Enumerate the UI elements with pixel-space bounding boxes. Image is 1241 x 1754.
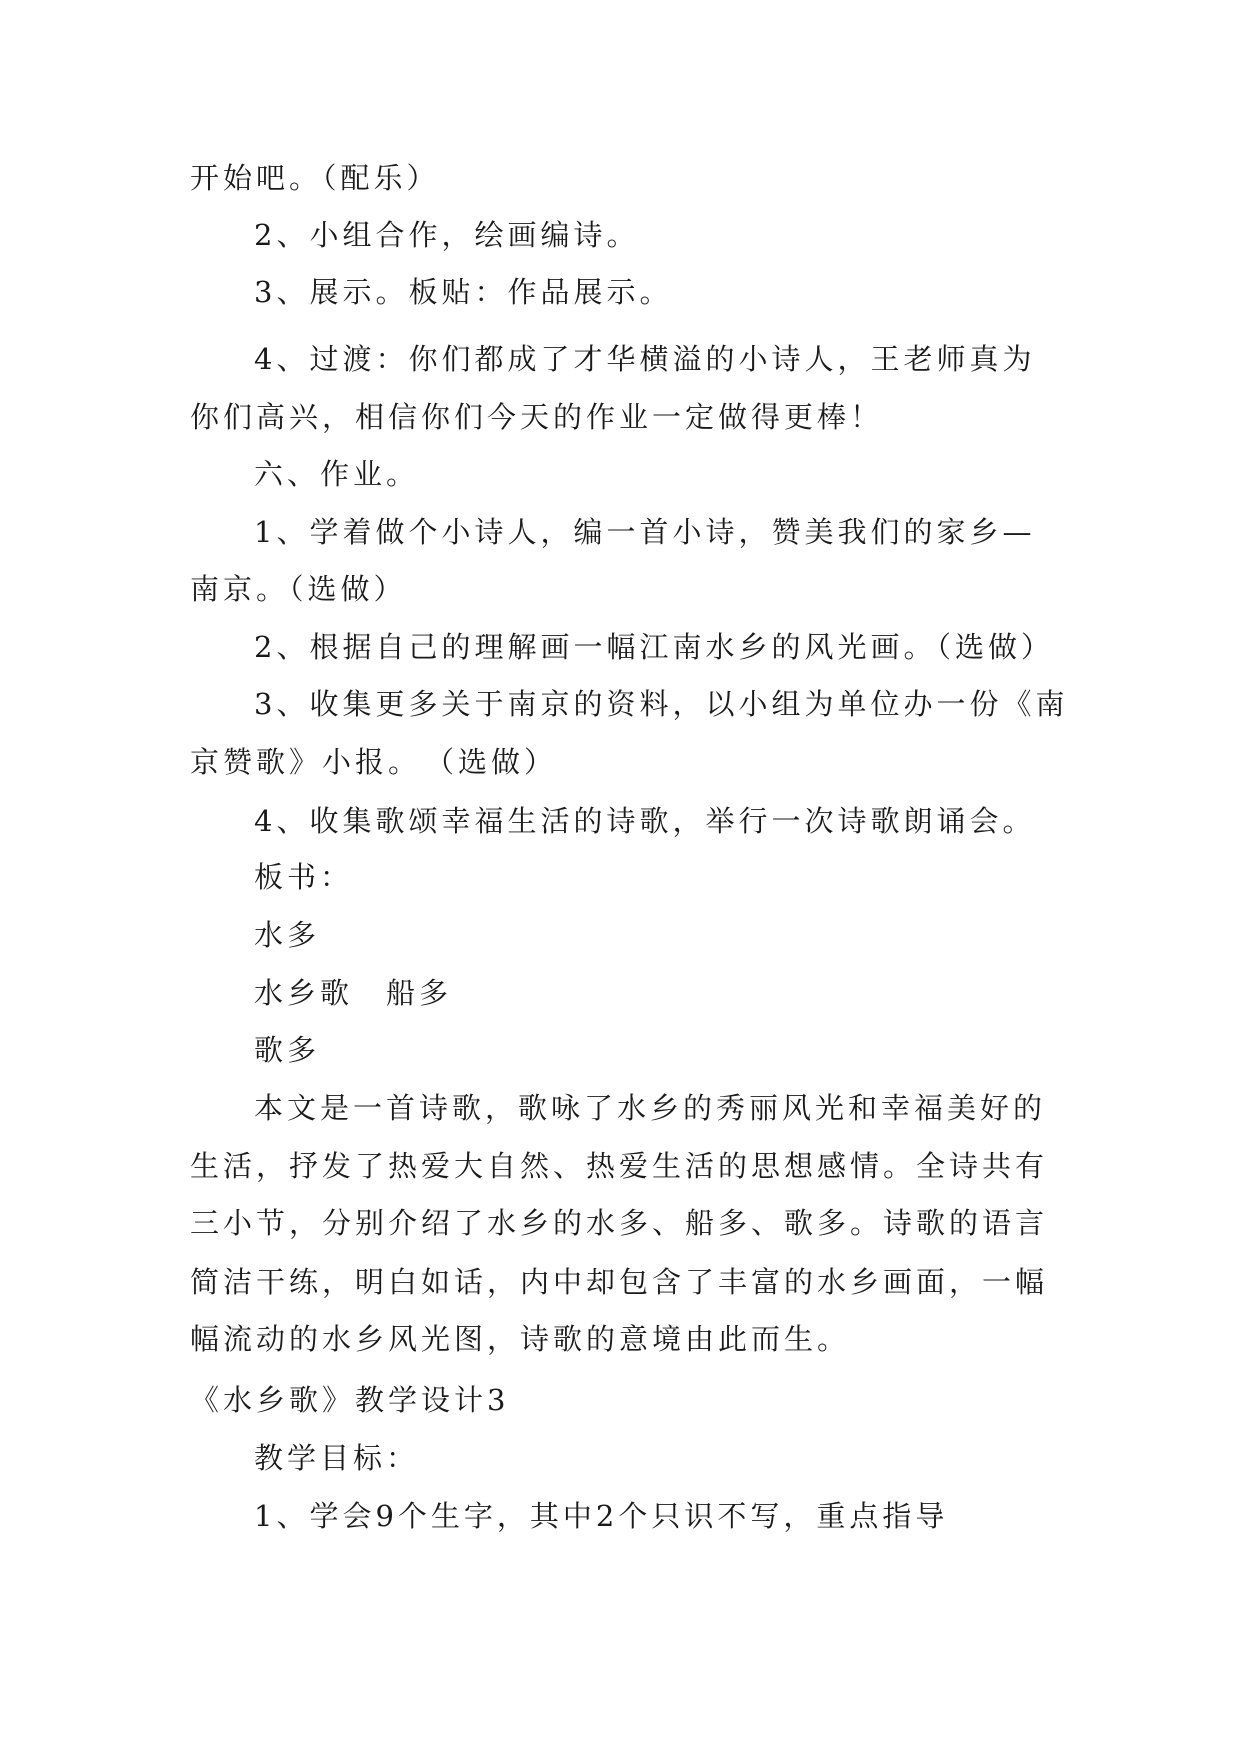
text-line-20: 简洁干练，明白如话，内中却包含了丰富的水乡画面，一幅 <box>190 1265 1049 1299</box>
text-line-19: 三小节，分别介绍了水乡的水多、船多、歌多。诗歌的语言 <box>190 1206 1049 1240</box>
text-line-21: 幅流动的水乡风光图，诗歌的意境由此而生。 <box>190 1322 851 1356</box>
text-line-23: 教学目标： <box>254 1441 420 1475</box>
text-line-10: 3、收集更多关于南京的资料，以小组为单位办一份《南 <box>254 687 1069 721</box>
text-line-9: 2、根据自己的理解画一幅江南水乡的风光画。（选做） <box>254 630 1054 664</box>
text-line-7: 1、学着做个小诗人，编一首小诗，赞美我们的家乡— <box>254 515 1036 549</box>
text-line-16: 歌多 <box>254 1033 321 1067</box>
text-line-17: 本文是一首诗歌，歌咏了水乡的秀丽风光和幸福美好的 <box>254 1091 1047 1125</box>
text-line-1: 开始吧。（配乐） <box>190 161 440 195</box>
section-title: 《水乡歌》教学设计3 <box>190 1383 510 1417</box>
text-line-14: 水多 <box>254 918 321 952</box>
text-line-18: 生活，抒发了热爱大自然、热爱生活的思想感情。全诗共有 <box>190 1149 1049 1183</box>
text-line-12: 4、收集歌颂幸福生活的诗歌，举行一次诗歌朗诵会。 <box>254 804 1036 838</box>
text-line-3: 3、展示。板贴：作品展示。 <box>254 275 673 309</box>
text-line-5: 你们高兴，相信你们今天的作业一定做得更棒！ <box>190 400 884 434</box>
text-line-11: 京赞歌》小报。 （选做） <box>190 745 558 779</box>
text-line-13: 板书： <box>254 860 354 894</box>
text-line-6: 六、作业。 <box>254 457 420 491</box>
text-line-4: 4、过渡：你们都成了才华横溢的小诗人，王老师真为 <box>254 342 1036 376</box>
text-line-24: 1、学会9个生字，其中2个只识不写，重点指导 <box>254 1499 949 1533</box>
text-line-8: 南京。（选做） <box>190 572 407 606</box>
text-line-2: 2、小组合作，绘画编诗。 <box>254 218 640 252</box>
text-line-15: 水乡歌 船多 <box>254 976 453 1010</box>
